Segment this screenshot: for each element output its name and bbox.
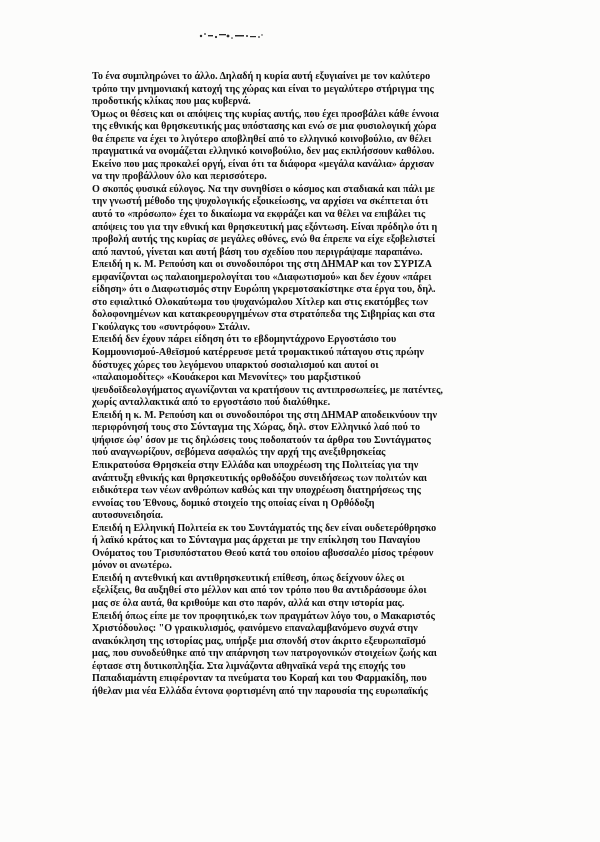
text-line: Επειδή όπως είπε με τον προφητικό,εκ των πραγμάτων λόγο του, ο Μακαριστός	[92, 610, 435, 622]
paragraph	[92, 334, 522, 409]
text-line: ή λαϊκό κράτος και το Σύνταγμα μας άρχεται με την επίκληση του Παναγίου	[92, 535, 421, 547]
paragraph	[92, 71, 522, 109]
text-line: Επικρατούσα Θρησκεία στην Ελλάδα και υποχρέωση της Πολιτείας για την	[92, 459, 419, 471]
text-line: περιφρόνησή τους στο Σύνταγμα της Χώρας, δηλ. στον Ελληνικό λαό πού το	[92, 422, 421, 434]
text-line: δύστυχες χώρες του λεγόμενου υπαρκτού σοσιαλισμού και αυτοί οι	[92, 359, 379, 371]
text-line: Ο σκοπός φυσικά εύλογος. Να την συνηθίσει ο κόσμος και σταδιακά και πάλι με	[92, 183, 435, 195]
ink-stamp-mark	[198, 28, 264, 44]
text-line: Εκείνο που μας προκαλεί οργή, είναι ότι τα διάφορα «μεγάλα κανάλια» άρχισαν	[92, 158, 434, 170]
text-line: Επειδή η αντεθνική και αντιθρησκευτική επίθεση, όπως δείχνουν όλες οι	[92, 572, 405, 584]
text-line: Ονόματος του Τρισυπόστατου Θεού κατά του οποίου αβυσσαλέο μίσος τρέφουν	[92, 547, 434, 559]
paragraph	[92, 611, 522, 699]
text-line: πού αναγνωρίζουν, σεβόμενα ασφαλώς την αρχή της ανεξιθρησκείας	[92, 447, 386, 459]
text-line: ανακύκληση της ιστορίας μας, υπήρξε μια σπονδή στον άκριτο εξευρωπαϊσμό	[92, 635, 426, 647]
text-line: μόνον οι ανωτέρω.	[92, 560, 172, 572]
text-line: της εθνικής και θρησκευτικής μας υπόστασης και ενώ σε μια φυσιολογική χώρα	[92, 121, 437, 133]
text-line: προδοτικής κλίκας που μας κυβερνά.	[92, 96, 251, 108]
text-line: την γνωστή μέθοδο της ψυχολογικής εξοικείωσης, να αρχίσει να σκέπτεται ότι	[92, 196, 429, 208]
text-line: εννοίας του Έθνους, δομικό στοιχείο της οποίας είναι η Ορθόδοξη	[92, 497, 375, 509]
text-line: Επειδή η κ. Μ. Ρεπούση και οι συνοδοιπόροι της στη ΔΗΜΑΡ και τον ΣΥΡΙΖΑ	[92, 259, 432, 271]
text-line: Το ένα συμπληρώνει το άλλο. Δηλαδή η κυρία αυτή εξυγιαίνει με τον καλύτερο	[92, 71, 431, 82]
text-line: προβολή αυτής της κυρίας σε μεγάλες οθόνες, ενώ θα έπρεπε να είχε εξοβελιστεί	[92, 234, 436, 246]
text-line: ανάπτυξη εθνικής και θρησκευτικής ορθοδόξου συνειδήσεως των πολιτών και	[92, 472, 428, 484]
text-line: απόψεις του για την εθνική και θρησκευτική μας εξόντωση. Είναι πρόδηλο ότι η	[92, 221, 438, 233]
text-line: τρόπο την μνημονιακή κατοχή της χώρας και είναι το μεγαλύτερο στήριγμα της	[92, 83, 434, 95]
paragraph	[92, 184, 522, 259]
paragraph	[92, 523, 522, 573]
paragraph	[92, 109, 522, 184]
text-line: Κομμουνισμού-Αθεϊσμού κατέρρευσε μετά τρομακτικού πάταγου στις πρώην	[92, 347, 424, 359]
paragraph	[92, 410, 522, 523]
text-line: θα έπρεπε να έχει το λιγότερο αποβληθεί από το ελληνικό κοινοβούλιο, αν θέλει	[92, 133, 432, 145]
text-line: Γκούλαγκς του «συντρόφου» Στάλιν.	[92, 321, 250, 333]
text-line: πραγματικά να ονομάζεται ελληνικό κοινοβούλιο, δεν μας εκπλήσσουν καθόλου.	[92, 146, 435, 158]
text-line: ψευδοϊδεολογήματος αγωνίζονται να κρατήσουν τις αντιπροσωπείες, με πατέντες,	[92, 384, 443, 396]
text-line: δολοφονημένων και κατακρεουργημένων στα στρατόπεδα της Σιβηρίας και στα	[92, 309, 435, 321]
text-line: να την προβάλλουν όλο και περισσότερο.	[92, 171, 267, 183]
text-line: Χριστόδουλος: "Ο γραικυλισμός, φαινόμενο επαναλαμβανόμενο συχνά στην	[92, 623, 418, 635]
text-line: μας, που συνοδεύθηκε από την απάρνηση των πατρογονικών στοιχείων ζωής και	[92, 648, 437, 660]
text-line: από παντού, γίνεται και αυτή βάση του σχεδίου που περιγράψαμε παραπάνω.	[92, 246, 423, 258]
text-line: αυτό το «πρόσωπο» έχει το δικαίωμα να εκφράζει και να θέλει να επιβάλει τις	[92, 209, 426, 221]
text-line: χωρίς ανταλλακτικά από το εργοστάσιο πού διαλύθηκε.	[92, 397, 331, 409]
text-line: είδηση» ότι ο Διαφωτισμός στην Ευρώπη γκρεμοτσακίστηκε στα έργα του, δηλ.	[92, 284, 436, 296]
text-line: εξελίξεις, θα αυξηθεί στο μέλλον και από τον τρόπο που θα αντιδράσουμε όλοι	[92, 585, 427, 597]
paragraph	[92, 573, 522, 611]
document-body	[92, 71, 522, 698]
text-line: ειδικότερα των νέων ανθρώπων καθώς και την υποχρέωση διατηρήσεως της	[92, 485, 421, 497]
text-line: ήθελαν μια νέα Ελλάδα έντονα φορτισμένη από την παρουσία της ευρωπαϊκής	[92, 685, 428, 697]
text-line: έφτασε στη δυτικοπληξία. Στα λιμνάζοντα αθηναϊκά νερά της εποχής του	[92, 660, 406, 672]
text-line: Παπαδιαμάντη επιφέρονταν τα πνεύματα του Κοραή και του Φαρμακίδη, που	[92, 673, 427, 685]
text-line: Επειδή η Ελληνική Πολιτεία εκ του Συντάγματός της δεν είναι ουδετερόθρησκο	[92, 522, 437, 534]
text-line: εμφανίζονται ως παλαιοημερολογίται του «Διαφωτισμού» και δεν έχουν «πάρει	[92, 271, 432, 283]
text-line: Επειδή η κ. Μ. Ρεπούση και οι συνοδοιπόροι της στη ΔΗΜΑΡ αποδεικνύουν την	[92, 409, 437, 421]
text-line: ψήφισε ώφ' όσον με τις δηλώσεις τους ποδοπατούν τα άρθρα του Συντάγματος	[92, 434, 431, 446]
text-line: Επειδή δεν έχουν πάρει είδηση ότι το εβδομηντάχρονο Εργοστάσιο του	[92, 334, 397, 346]
text-line: «παλαιομοδίτες» «Κουάκεροι και Μενονίτες» του μαρξιστικού	[92, 372, 361, 384]
text-line: Όμως οι θέσεις και οι απόψεις της κυρίας αυτής, που έχει προσβάλει κάθε έννοια	[92, 108, 439, 120]
text-line: στο εφιαλτικό Ολοκαύτωμα του ψυχανώμαλου Χίτλερ και στις εκατόμβες των	[92, 296, 428, 308]
text-line: αυτοσυνειδησία.	[92, 510, 164, 522]
text-line: μας σε όλα αυτά, θα κριθούμε και στο παρόν, αλλά και στην ιστορία μας.	[92, 597, 405, 609]
paragraph	[92, 259, 522, 334]
